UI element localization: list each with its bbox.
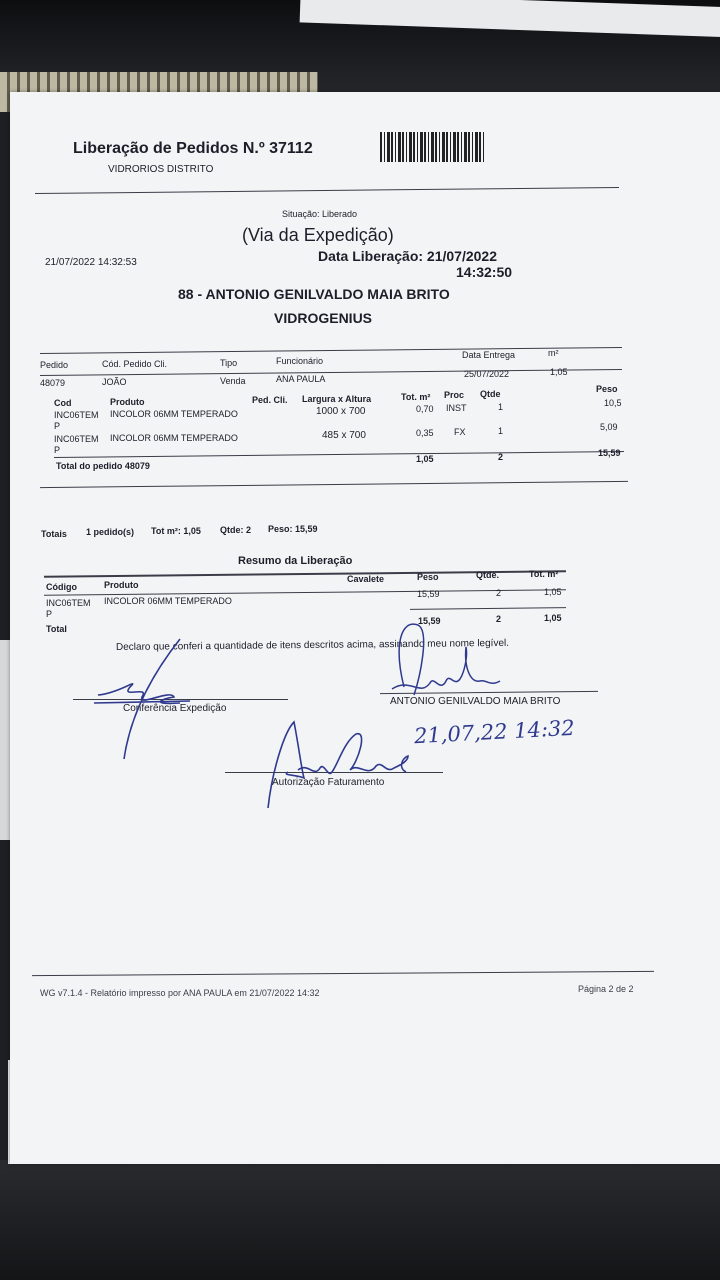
order-rule-mid xyxy=(40,369,622,376)
item2-tot-m2: 0,35 xyxy=(416,428,434,438)
header-divider xyxy=(35,187,619,194)
item1-qtde: 1 xyxy=(498,402,504,412)
client-name: 88 - ANTONIO GENILVALDO MAIA BRITO xyxy=(178,286,450,302)
totals-peso: Peso: 15,59 xyxy=(268,524,318,534)
item2-cod-suffix: P xyxy=(54,445,61,455)
col-cod: Cod xyxy=(54,398,72,408)
totals-pedidos: 1 pedido(s) xyxy=(86,527,135,537)
resumo-total-tot-m2: 1,05 xyxy=(544,613,562,623)
item2-cod: INC06TEM xyxy=(54,434,99,444)
label-cod-cli: Cód. Pedido Cli. xyxy=(102,359,168,369)
order-total-rule xyxy=(54,451,624,458)
value-tipo: Venda xyxy=(220,376,246,386)
resumo-col-produto: Produto xyxy=(104,580,139,590)
item1-cod-suffix: P xyxy=(54,421,61,431)
value-pedido: 48079 xyxy=(40,378,66,388)
totals-label: Totais xyxy=(41,529,67,539)
label-pedido: Pedido xyxy=(40,360,69,370)
order-total-peso: 15,59 xyxy=(598,448,621,458)
signature-cliente xyxy=(390,617,510,707)
conferencia-label: Conferência Expedição xyxy=(123,703,227,714)
document-title: Liberação de Pedidos N.º 37112 xyxy=(73,140,313,157)
resumo-total-peso: 15,59 xyxy=(418,616,441,626)
item1-proc: INST xyxy=(446,403,467,413)
hora-liberacao: 14:32:50 xyxy=(456,264,513,280)
resumo-row-codigo-suffix: P xyxy=(46,609,53,619)
item1-peso: 10,5 xyxy=(604,398,622,408)
resumo-row-peso: 15,59 xyxy=(417,589,440,599)
label-tipo: Tipo xyxy=(220,358,238,368)
value-data-entrega: 25/07/2022 xyxy=(464,369,510,379)
item1-produto: INCOLOR 06MM TEMPERADO xyxy=(110,409,238,419)
resumo-title: Resumo da Liberação xyxy=(238,555,353,567)
col-largura-altura: Largura x Altura xyxy=(302,394,372,404)
label-data-entrega: Data Entrega xyxy=(462,350,516,360)
resumo-col-tot-m2: Tot. m² xyxy=(529,569,559,579)
situacao: Situação: Liberado xyxy=(282,209,358,219)
item2-produto: INCOLOR 06MM TEMPERADO xyxy=(110,433,238,443)
footer-rule xyxy=(32,971,654,976)
footer-left: WG v7.1.4 - Relatório impresso por ANA PAULA em 21/07/2022 14:32 xyxy=(40,988,320,998)
col-proc: Proc xyxy=(444,390,465,400)
document-page xyxy=(10,92,720,1164)
col-peso: Peso xyxy=(596,384,618,394)
label-m2: m² xyxy=(548,348,559,358)
handwritten-date: 21,07,22 14:32 xyxy=(413,715,576,749)
cliente-label: ANTONIO GENILVALDO MAIA BRITO xyxy=(390,696,561,707)
company-name: VIDRORIOS DISTRITO xyxy=(108,164,214,175)
item2-qtde: 1 xyxy=(498,426,504,436)
autorizacao-label: Autorização Faturamento xyxy=(272,777,385,788)
label-funcionario: Funcionário xyxy=(276,356,324,366)
order-total-label: Total do pedido 48079 xyxy=(56,461,150,471)
footer-page: Página 2 de 2 xyxy=(578,984,634,994)
signature-autorizacao xyxy=(258,712,418,812)
item2-peso: 5,09 xyxy=(600,422,618,432)
via-label: (Via da Expedição) xyxy=(242,225,394,245)
resumo-col-codigo: Código xyxy=(46,582,77,592)
col-qtde: Qtde xyxy=(480,389,501,399)
resumo-total-qtde: 2 xyxy=(496,614,502,624)
value-m2: 1,05 xyxy=(550,367,568,377)
resumo-rule-mid xyxy=(44,589,566,595)
order-rule-bottom xyxy=(40,481,628,488)
order-total-qtde: 2 xyxy=(498,452,504,462)
signature-conferencia xyxy=(90,637,200,767)
col-produto: Produto xyxy=(110,397,145,407)
item2-dimensions: 485 x 700 xyxy=(322,430,366,441)
barcode xyxy=(380,132,485,162)
resumo-row-codigo: INC06TEM xyxy=(46,598,91,608)
value-funcionario: ANA PAULA xyxy=(276,374,326,384)
item1-cod: INC06TEM xyxy=(54,410,99,420)
resumo-row-tot-m2: 1,05 xyxy=(544,587,562,597)
background-bottom xyxy=(0,1160,720,1280)
resumo-col-qtde: Qtde. xyxy=(476,570,500,580)
value-cod-cli: JOÃO xyxy=(102,377,127,387)
totals-qtde: Qtde: 2 xyxy=(220,525,252,535)
resumo-row-produto: INCOLOR 06MM TEMPERADO xyxy=(104,596,232,606)
data-liberacao: Data Liberação: 21/07/2022 xyxy=(318,248,497,264)
resumo-total-label: Total xyxy=(46,624,67,634)
item2-proc: FX xyxy=(454,427,466,437)
resumo-rule-total xyxy=(410,607,566,610)
item1-dimensions: 1000 x 700 xyxy=(316,406,366,417)
item1-tot-m2: 0,70 xyxy=(416,404,434,414)
resumo-col-cavalete: Cavalete xyxy=(347,574,385,584)
col-ped-cli: Ped. Cli. xyxy=(252,395,288,405)
col-tot-m2: Tot. m² xyxy=(401,392,431,402)
resumo-row-qtde: 2 xyxy=(496,588,502,598)
order-total-m2: 1,05 xyxy=(416,454,434,464)
totals-m2: Tot m²: 1,05 xyxy=(151,526,201,536)
declaration-text: Declaro que conferi a quantidade de itens descritos acima, assinando meu nome legível. xyxy=(115,637,510,653)
order-rule-top xyxy=(40,347,622,354)
print-datetime: 21/07/2022 14:32:53 xyxy=(45,257,137,268)
resumo-col-peso: Peso xyxy=(417,572,439,582)
client-company: VIDROGENIUS xyxy=(274,310,373,326)
